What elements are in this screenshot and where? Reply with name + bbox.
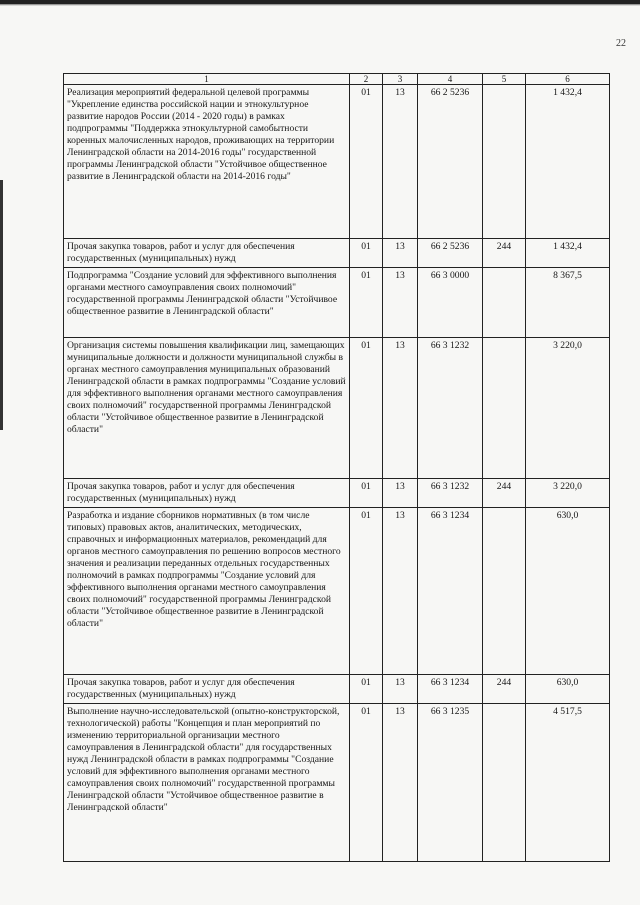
amount: 4 517,5 bbox=[526, 704, 610, 862]
subsection-code: 13 bbox=[383, 479, 418, 508]
section-code: 01 bbox=[350, 85, 383, 239]
subsection-code: 13 bbox=[383, 85, 418, 239]
row-name: Прочая закупка товаров, работ и услуг для обеспечения государственных (муниципальных) нужд bbox=[64, 239, 350, 268]
subsection-code: 13 bbox=[383, 704, 418, 862]
amount: 3 220,0 bbox=[526, 479, 610, 508]
section-code: 01 bbox=[350, 479, 383, 508]
target-article: 66 3 1235 bbox=[418, 704, 483, 862]
page-number: 22 bbox=[616, 38, 626, 49]
amount: 3 220,0 bbox=[526, 338, 610, 479]
amount: 1 432,4 bbox=[526, 239, 610, 268]
table-row bbox=[64, 268, 610, 338]
table-header-row bbox=[64, 74, 610, 85]
table-row bbox=[64, 85, 610, 239]
expense-type bbox=[483, 508, 526, 675]
row-name: Прочая закупка товаров, работ и услуг для обеспечения государственных (муниципальных) нужд bbox=[64, 479, 350, 508]
scan-top-edge bbox=[0, 0, 640, 4]
subsection-code: 13 bbox=[383, 268, 418, 338]
scan-left-edge bbox=[0, 180, 3, 430]
header-cell: 6 bbox=[526, 74, 610, 85]
table-row bbox=[64, 239, 610, 268]
target-article: 66 3 1232 bbox=[418, 338, 483, 479]
section-code: 01 bbox=[350, 268, 383, 338]
row-name: Разработка и издание сборников нормативных (в том числе типовых) правовых актов, аналитических, методических, справочных и информационных материалов, рекомендаций для органов местного самоуправления по решению вопросов местного значения и реализации переданных отдельных государственных полномочий в рамках подпрограммы "Создание условий для эффективного выполнения органами местного самоуправления своих полномочий" государственной программы Ленинградской области "Устойчивое общественное развитие в Ленинградской области" bbox=[64, 508, 350, 675]
header-cell: 1 bbox=[64, 74, 350, 85]
header-cell: 2 bbox=[350, 74, 383, 85]
row-name: Подпрограмма "Создание условий для эффективного выполнения органами местного самоуправления своих полномочий" государственной программы Ленинградской области "Устойчивое общественное развитие в Ленинградской области" bbox=[64, 268, 350, 338]
header-cell: 4 bbox=[418, 74, 483, 85]
amount: 8 367,5 bbox=[526, 268, 610, 338]
subsection-code: 13 bbox=[383, 675, 418, 704]
table-row bbox=[64, 508, 610, 675]
header-cell: 3 bbox=[383, 74, 418, 85]
section-code: 01 bbox=[350, 239, 383, 268]
expense-type bbox=[483, 85, 526, 239]
row-name: Выполнение научно-исследовательской (опытно-конструкторской, технологической) работы "Концепция и план мероприятий по изменению территориальной организации местного самоуправления в Ленинградской области" для государственных нужд Ленинградской области в рамках подпрограммы "Создание условий для эффективного выполнения органами местного самоуправления своих полномочий" государственной программы Ленинградской области "Устойчивое общественное развитие в Ленинградской области" bbox=[64, 704, 350, 862]
expense-type bbox=[483, 268, 526, 338]
table-row bbox=[64, 675, 610, 704]
subsection-code: 13 bbox=[383, 239, 418, 268]
amount: 1 432,4 bbox=[526, 85, 610, 239]
expense-type: 244 bbox=[483, 675, 526, 704]
row-name: Организация системы повышения квалификации лиц, замещающих муниципальные должности и должности муниципальной службы в органах местного самоуправления муниципальных образований Ленинградской области в рамках подпрограммы "Создание условий для эффективного выполнения органами местного самоуправления своих полномочий" государственной программы Ленинградской области "Устойчивое общественное развитие в Ленинградской области" bbox=[64, 338, 350, 479]
row-name: Реализация мероприятий федеральной целевой программы "Укрепление единства российской нации и этнокультурное развитие народов России (2014 - 2020 годы) в рамках подпрограммы "Поддержка этнокультурной самобытности коренных малочисленных народов, проживающих на территории Ленинградской области на 2014-2016 годы" государственной программы Ленинградской области "Устойчивое общественное развитие в Ленинградской области на 2014-2016 годы" bbox=[64, 85, 350, 239]
subsection-code: 13 bbox=[383, 338, 418, 479]
row-name: Прочая закупка товаров, работ и услуг для обеспечения государственных (муниципальных) нужд bbox=[64, 675, 350, 704]
target-article: 66 2 5236 bbox=[418, 85, 483, 239]
target-article: 66 3 1234 bbox=[418, 675, 483, 704]
expense-type: 244 bbox=[483, 479, 526, 508]
header-cell: 5 bbox=[483, 74, 526, 85]
table-row bbox=[64, 479, 610, 508]
target-article: 66 3 1232 bbox=[418, 479, 483, 508]
section-code: 01 bbox=[350, 508, 383, 675]
expense-type: 244 bbox=[483, 239, 526, 268]
section-code: 01 bbox=[350, 704, 383, 862]
target-article: 66 2 5236 bbox=[418, 239, 483, 268]
target-article: 66 3 1234 bbox=[418, 508, 483, 675]
table-row bbox=[64, 338, 610, 479]
expense-type bbox=[483, 704, 526, 862]
amount: 630,0 bbox=[526, 675, 610, 704]
subsection-code: 13 bbox=[383, 508, 418, 675]
table-row bbox=[64, 704, 610, 862]
budget-table bbox=[63, 73, 610, 862]
amount: 630,0 bbox=[526, 508, 610, 675]
target-article: 66 3 0000 bbox=[418, 268, 483, 338]
section-code: 01 bbox=[350, 338, 383, 479]
section-code: 01 bbox=[350, 675, 383, 704]
expense-type bbox=[483, 338, 526, 479]
